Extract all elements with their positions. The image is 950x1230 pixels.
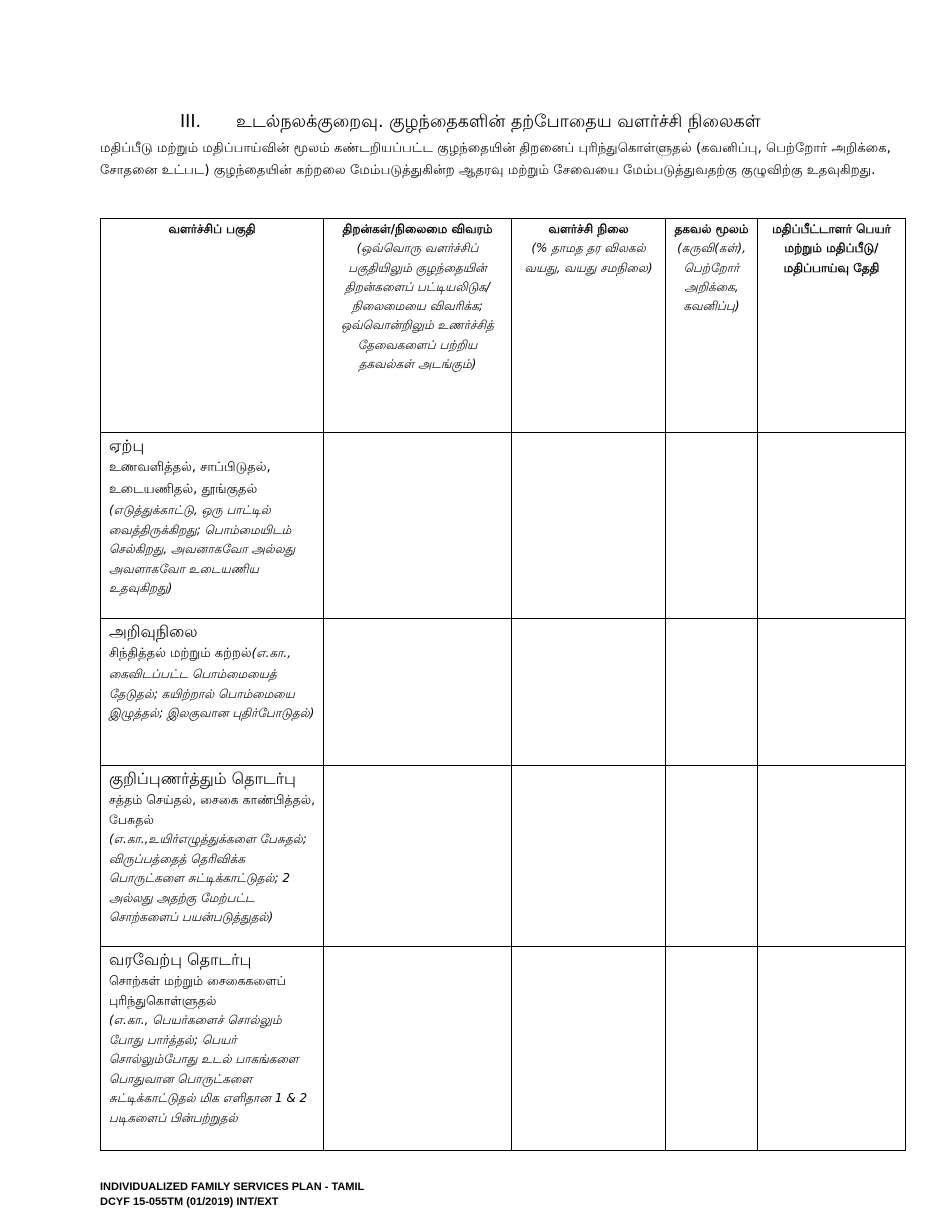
footer bbox=[100, 1180, 364, 1209]
area-skills: சொற்கள் மற்றும் சைகைகளைப் புரிந்துகொள்ளுதல் bbox=[109, 973, 286, 1008]
section-heading bbox=[180, 112, 900, 134]
evaluator-input-cell[interactable] bbox=[758, 433, 906, 619]
area-cell-expressive bbox=[101, 766, 324, 947]
area-skills: உணவளித்தல், சாப்பிடுதல், உடையணிதல், தூங்குதல் bbox=[109, 460, 271, 497]
header-source-note: (கருவி(கள்), பெற்றோர் அறிக்கை, கவனிப்பு) bbox=[677, 241, 746, 314]
level-input-cell[interactable] bbox=[512, 766, 666, 947]
area-skills: சிந்தித்தல் மற்றும் கற்றல் bbox=[109, 646, 252, 661]
level-input-cell[interactable] bbox=[512, 619, 666, 766]
level-input-cell[interactable] bbox=[512, 947, 666, 1151]
header-area bbox=[101, 219, 324, 433]
header-skills-note: (ஒவ்வொரு வளர்ச்சிப் பகுதியிலும் குழந்தையின் திறன்களைப் பட்டியலிடுக/நிலைமையை விவரிக்க; ஒவ்வொன்றிலும் உணர்ச்சித் தேவைகளைப் பற்றிய தகவல்கள் அடங்கும்) bbox=[341, 241, 494, 372]
source-input-cell[interactable] bbox=[666, 433, 758, 619]
development-table bbox=[100, 218, 906, 1151]
area-skills: சத்தம் செய்தல், சைகை காண்பித்தல், பேசுதல் bbox=[109, 792, 316, 827]
skills-input-cell[interactable] bbox=[324, 947, 512, 1151]
skills-input-cell[interactable] bbox=[324, 619, 512, 766]
intro-paragraph: மதிப்பீடு மற்றும் மதிப்பாய்வின் மூலம் கண்டறியப்பட்ட குழந்தையின் திறனைப் புரிந்துகொள்ளுதல் (கவனிப்பு, பெற்றோர் அறிக்கை, சோதனை உட்பட) குழந்தையின் கற்றலை மேம்படுத்துகின்ற ஆதரவு மற்றும் சேவையை மேம்படுத்துவதற்கு குழுவிற்கு உதவுகிறது. bbox=[100, 141, 891, 178]
area-cell-adaptive bbox=[101, 433, 324, 619]
header-skills-title: திறன்கள்/நிலைமை விவரம் bbox=[342, 222, 493, 236]
area-example: (எடுத்துக்காட்டு, ஒரு பாட்டில் வைத்திருக்கிறது; பொம்மையிடம் செல்கிறது, அவனாகவோ அல்லது அவளாகவோ உடையணிய உதவுகிறது) bbox=[109, 503, 296, 595]
header-row bbox=[101, 219, 906, 433]
area-example bbox=[109, 643, 319, 724]
table-row bbox=[101, 947, 906, 1151]
section-number: III. bbox=[180, 112, 202, 132]
area-cell-receptive bbox=[101, 947, 324, 1151]
header-evaluator bbox=[758, 219, 906, 433]
table-row bbox=[101, 766, 906, 947]
source-input-cell[interactable] bbox=[666, 947, 758, 1151]
area-title: குறிப்புணர்த்தும் தொடர்பு bbox=[109, 769, 296, 788]
skills-input-cell[interactable] bbox=[324, 433, 512, 619]
section-title: உடல்நலக்குறைவு. குழந்தைகளின் தற்போதைய வளர்ச்சி நிலைகள் bbox=[236, 112, 761, 132]
skills-input-cell[interactable] bbox=[324, 766, 512, 947]
header-level-title: வளர்ச்சி நிலை bbox=[548, 222, 629, 236]
evaluator-input-cell[interactable] bbox=[758, 766, 906, 947]
header-level bbox=[512, 219, 666, 433]
area-title: ஏற்பு bbox=[109, 436, 145, 455]
header-evaluator-title: மதிப்பீட்டாளர் பெயர் மற்றும் மதிப்பீடு/மதிப்பாய்வு தேதி bbox=[772, 222, 891, 275]
footer-form-number: DCYF 15-055TM (01/2019) INT/EXT bbox=[100, 1195, 279, 1208]
header-level-note: (% தாமத தர விலகல் வயது, வயது சமநிலை) bbox=[524, 241, 653, 275]
evaluator-input-cell[interactable] bbox=[758, 947, 906, 1151]
area-example: (எ.கா.,உயிர்எழுத்துக்களை பேசுதல்; விருப்பத்தைத் தெரிவிக்க பொருட்களை சுட்டிக்காட்டுதல்; 2 அல்லது அதற்கு மேற்பட்ட சொற்களைப் பயன்படுத்துதல்) bbox=[109, 832, 307, 924]
evaluator-input-cell[interactable] bbox=[758, 619, 906, 766]
level-input-cell[interactable] bbox=[512, 433, 666, 619]
table-row bbox=[101, 433, 906, 619]
area-title: அறிவுநிலை bbox=[109, 622, 198, 641]
header-source-title: தகவல் மூலம் bbox=[674, 222, 749, 236]
area-title: வரவேற்பு தொடர்பு bbox=[109, 950, 252, 969]
footer-form-title: INDIVIDUALIZED FAMILY SERVICES PLAN - TAMIL bbox=[100, 1181, 365, 1193]
table-row bbox=[101, 619, 906, 766]
area-cell-cognitive bbox=[101, 619, 324, 766]
header-source bbox=[666, 219, 758, 433]
header-area-title: வளர்ச்சிப் பகுதி bbox=[168, 222, 256, 236]
source-input-cell[interactable] bbox=[666, 766, 758, 947]
header-skills bbox=[324, 219, 512, 433]
area-example-text: (எ.கா., கைவிடப்பட்ட பொம்மையைத் தேடுதல்; கயிற்றால் பொம்மையை இழுத்தல்; இலகுவான புதிர்போடுதல்) bbox=[109, 646, 315, 720]
source-input-cell[interactable] bbox=[666, 619, 758, 766]
area-example: (எ.கா., பெயர்களைச் சொல்லும் போது பார்த்தல்; பெயர் சொல்லும்போது உடல் பாகங்களை பொதுவான பொருட்களை சுட்டிக்காட்டுதல் மிக எளிதான 1 & 2 படிகளைப் பின்பற்றுதல் bbox=[109, 1013, 308, 1125]
